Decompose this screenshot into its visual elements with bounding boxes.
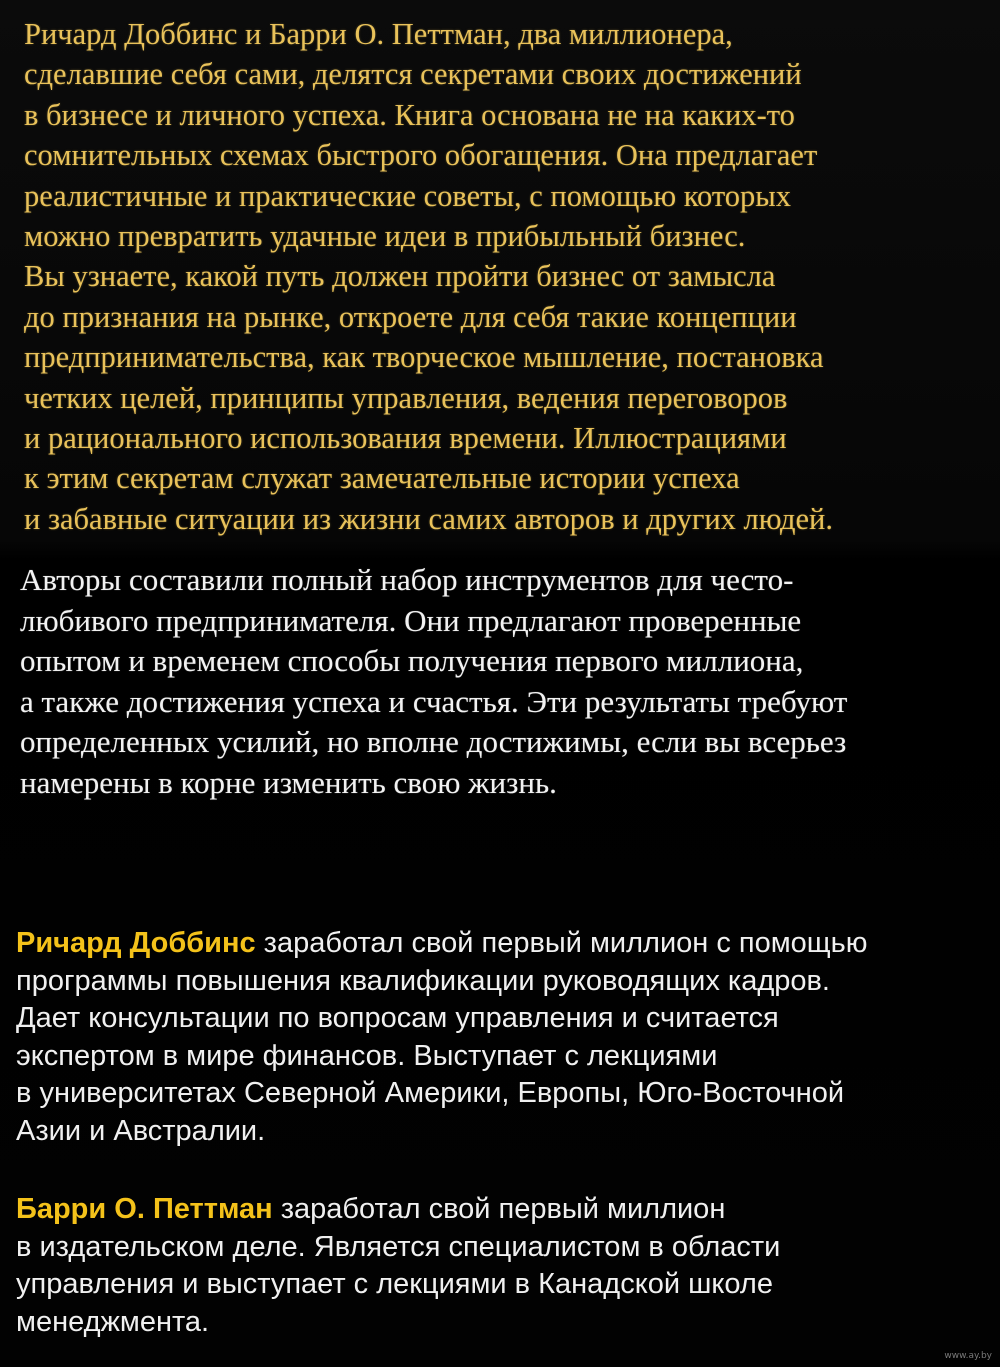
intro-line: можно превратить удачные идеи в прибыльный бизнес. — [24, 219, 746, 254]
intro-line: Вы узнаете, какой путь должен пройти бизнес от замысла — [24, 259, 776, 294]
author-bio-dobbins — [16, 925, 991, 1150]
author-name: Ричард Доббинс — [16, 927, 256, 959]
intro-paragraph — [24, 14, 984, 539]
bio-line: менеджмента. — [16, 1305, 210, 1338]
bio-first-line-text: заработал свой первый миллион — [272, 1193, 726, 1225]
summary-line: определенных усилий, но вполне достижимы, если вы всерьез — [20, 724, 847, 759]
intro-line: и рационального использования времени. Иллюстрациями — [24, 421, 787, 456]
summary-line: опытом и временем способы получения первого миллиона, — [20, 643, 804, 678]
bio-line: управления и выступает с лекциями в Канадской школе — [16, 1268, 773, 1300]
bio-line: программы повышения квалификации руководящих кадров. — [16, 964, 830, 997]
intro-line: к этим секретам служат замечательные истории успеха — [24, 461, 740, 496]
intro-line: Ричард Доббинс и Барри О. Петтман, два миллионера, — [24, 17, 733, 51]
watermark: www.ay.by — [944, 1351, 992, 1361]
bio-line: Азии и Австралии. — [16, 1114, 266, 1147]
summary-paragraph — [20, 560, 990, 803]
intro-line: четких целей, принципы управления, ведения переговоров — [24, 380, 788, 415]
intro-line: в бизнесе и личного успеха. Книга основана не на каких-то — [24, 97, 795, 132]
summary-line: намерены в корне изменить свою жизнь. — [20, 764, 557, 800]
intro-line: сомнительных схемах быстрого обогащения. Она предлагает — [24, 138, 818, 173]
bio-line: в издательском деле. Является специалистом в области — [16, 1230, 781, 1263]
summary-line: Авторы составили полный набор инструментов для често- — [20, 562, 794, 597]
intro-line: и забавные ситуации из жизни самих авторов и других людей. — [24, 501, 833, 536]
intro-line: предпринимательства, как творческое мышление, постановка — [24, 340, 824, 375]
bio-first-line-text: заработал свой первый миллион с помощью — [255, 927, 868, 959]
intro-line: до признания на рынке, откроете для себя такие концепции — [24, 299, 797, 334]
bio-line: в университетах Северной Америки, Европы, Юго-Восточной — [16, 1077, 845, 1109]
bio-line: экспертом в мире финансов. Выступает с лекциями — [16, 1039, 718, 1072]
bio-line: Дает консультации по вопросам управления и считается — [16, 1002, 779, 1034]
bio-first-line — [16, 1191, 991, 1229]
summary-line: любивого предпринимателя. Они предлагают проверенные — [20, 602, 802, 638]
author-bio-pettman — [16, 1191, 991, 1341]
author-name: Барри О. Петтман — [16, 1193, 273, 1225]
intro-line: сделавшие себя сами, делятся секретами своих достижений — [24, 57, 802, 92]
summary-line: а также достижения успеха и счастья. Эти результаты требуют — [20, 683, 848, 719]
intro-line: реалистичные и практические советы, с помощью которых — [24, 178, 792, 213]
bio-first-line — [16, 925, 991, 963]
